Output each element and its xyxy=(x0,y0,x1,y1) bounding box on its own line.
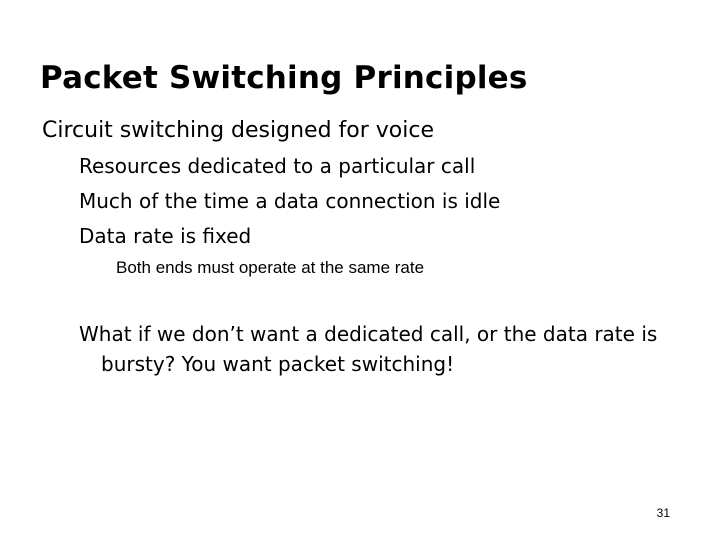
closing-paragraph: What if we don’t want a dedicated call, or the data rate is bursty? You want packet switching! xyxy=(79,322,658,376)
slide-title: Packet Switching Principles xyxy=(40,60,528,96)
bullet-level2-item: Resources dedicated to a particular call xyxy=(79,154,476,178)
page-number: 31 xyxy=(656,506,670,520)
bullet-level2-item: Much of the time a data connection is idle xyxy=(79,189,501,213)
bullet-level3-item: Both ends must operate at the same rate xyxy=(116,258,425,277)
bullet-level1: Circuit switching designed for voice xyxy=(42,118,434,143)
bullet-level2-item: Data rate is fixed xyxy=(79,224,252,248)
